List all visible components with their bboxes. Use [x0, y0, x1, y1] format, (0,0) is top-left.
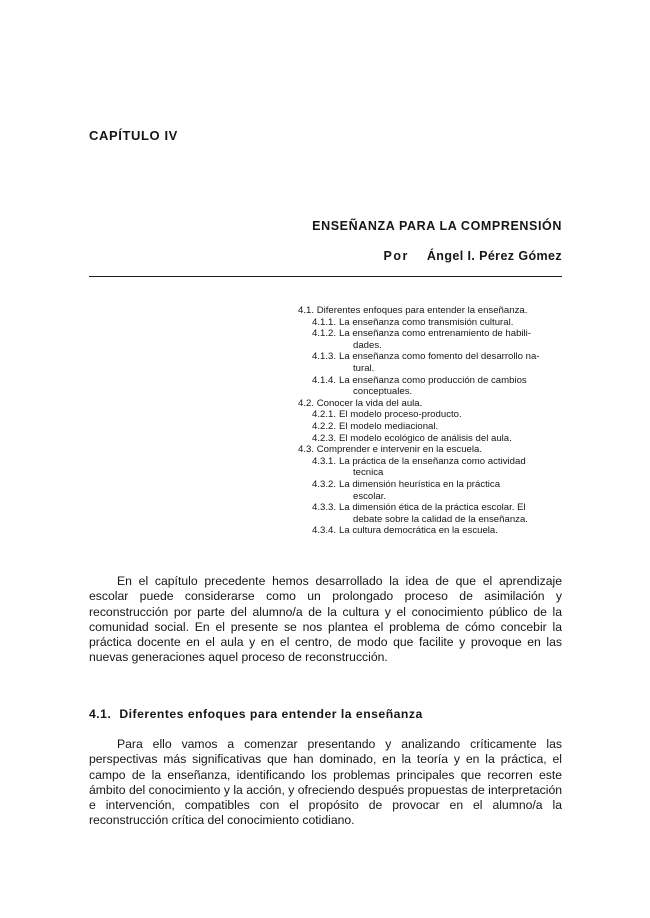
toc-entry-number: 4.3.	[298, 444, 315, 456]
toc-entry-number: 4.3.2.	[312, 478, 337, 490]
toc-entry-text: La práctica de la enseñanza como actividad	[339, 455, 526, 467]
toc-entry-number: 4.3.4.	[312, 525, 337, 537]
toc-entry-continuation: dades.	[353, 339, 382, 351]
toc-entry-number: 4.3.3.	[312, 502, 337, 514]
toc-entry-text: Diferentes enfoques para entender la enseñanza.	[316, 305, 528, 316]
toc-entry-number: 4.1.	[298, 305, 315, 316]
toc-entry-number: 4.2.1.	[312, 409, 337, 421]
toc-entry-text: La enseñanza como transmisión cultural.	[339, 316, 514, 328]
section-heading	[89, 707, 423, 721]
toc-entry-text: El modelo ecológico de análisis del aula.	[339, 432, 512, 444]
chapter-title: ENSEÑANZA PARA LA COMPRENSIÓN	[312, 219, 562, 233]
toc-entry-number: 4.1.1.	[312, 316, 337, 328]
toc-entry-number: 4.1.2.	[312, 328, 337, 340]
toc-entry	[298, 456, 564, 479]
toc-entry-continuation: tural.	[353, 362, 375, 374]
toc-entry-number: 4.2.2.	[312, 420, 337, 432]
toc-entry-number: 4.3.1.	[312, 455, 337, 467]
section-number: 4.1.	[89, 707, 112, 721]
toc-entry	[298, 317, 564, 329]
toc-entry-text: El modelo mediacional.	[339, 420, 439, 432]
author-name: Ángel I. Pérez Gómez	[426, 249, 562, 263]
toc-entry-number: 4.2.3.	[312, 432, 337, 444]
toc-entry-continuation: conceptuales.	[353, 386, 413, 398]
toc-entry-text: La dimensión ética de la práctica escolar. El	[339, 502, 526, 514]
toc-entry-text: La enseñanza como producción de cambios	[339, 374, 527, 386]
toc-entry	[298, 351, 564, 374]
chapter-contents	[298, 305, 564, 537]
toc-entry-text: La cultura democrática en la escuela.	[339, 525, 498, 537]
byline-prefix: Por	[383, 249, 409, 263]
header-divider	[89, 276, 562, 277]
toc-entry-number: 4.1.3.	[312, 351, 337, 363]
toc-entry-number: 4.1.4.	[312, 374, 337, 386]
toc-entry-continuation: escolar.	[353, 490, 387, 502]
toc-entry-number: 4.2.	[298, 397, 315, 409]
toc-entry-text: Conocer la vida del aula.	[316, 397, 423, 409]
toc-entry	[298, 502, 564, 525]
toc-entry	[298, 409, 564, 421]
toc-entry	[298, 421, 564, 433]
intro-paragraph: En el capítulo precedente hemos desarrollado la idea de que el aprendizaje escolar puede considerarse como un prolongado proceso de asimilación y reconstrucción por parte del alumno/a de la cultura y el conocimiento público de la comunidad social. En el presente se nos plantea el problema de cómo concebir la práctica docente en el aula y en el centro, de modo que facilite y provoque en las nuevas generaciones aquel proceso de reconstrucción.	[89, 574, 562, 665]
toc-entry	[298, 433, 564, 445]
toc-entry	[298, 398, 564, 410]
toc-entry	[298, 328, 564, 351]
toc-entry-continuation: tecnica	[353, 467, 384, 479]
author-byline	[384, 249, 562, 263]
chapter-label: CAPÍTULO IV	[89, 128, 178, 143]
toc-entry-text: La dimensión heurística en la práctica	[339, 478, 501, 490]
section-paragraph: Para ello vamos a comenzar presentando y analizando críticamente las perspectivas más significativas que han dominado, en la teoría y en la práctica, el campo de la enseñanza, identificando los problemas principales que recorren este ámbito del conocimiento y la acción, y ofreciendo después propuestas de interpretación e intervención, compatibles con el propósito de provocar en el alumno/a la reconstrucción crítica del conocimiento cotidiano.	[89, 737, 562, 828]
toc-entry-text: La enseñanza como fomento del desarrollo na-	[339, 351, 540, 363]
section-title: Diferentes enfoques para entender la enseñanza	[119, 707, 423, 721]
toc-entry	[298, 444, 564, 456]
toc-entry	[298, 479, 564, 502]
toc-entry-text: La enseñanza como entrenamiento de habili-	[339, 328, 532, 340]
toc-entry	[298, 375, 564, 398]
toc-entry-continuation: debate sobre la calidad de la enseñanza.	[353, 513, 528, 525]
toc-entry-text: El modelo proceso-producto.	[339, 409, 462, 421]
toc-entry	[298, 305, 564, 317]
toc-entry-text: Comprender e intervenir en la escuela.	[316, 444, 483, 456]
toc-entry	[298, 525, 564, 537]
